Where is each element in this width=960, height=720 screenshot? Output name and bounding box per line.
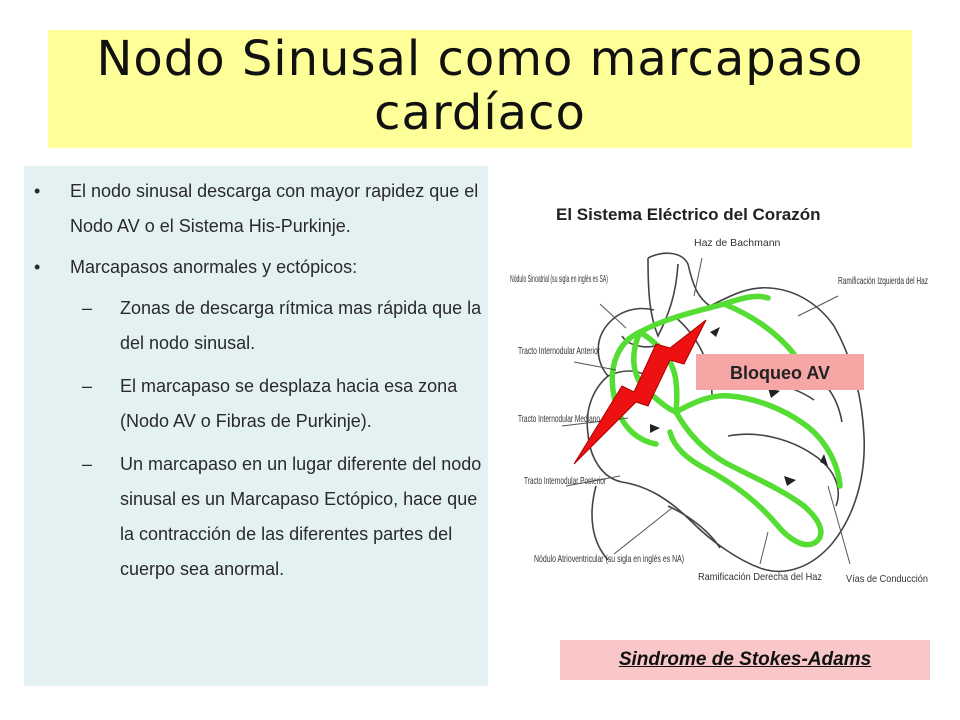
label-bachmann: Haz de Bachmann (694, 237, 781, 249)
label-posterior-tract (524, 475, 606, 487)
sub-bullet-text: Un marcapaso en un lugar diferente del nodo sinusal es un Marcapaso Ectópico, hace que la contracción de las diferentes partes del cuerpo sea anormal. (120, 454, 482, 579)
label-sa-node (510, 273, 608, 285)
block-label: Bloqueo AV (730, 363, 830, 383)
bullet-text: Marcapasos anormales y ectópicos: (70, 257, 358, 277)
conduction-pathways (612, 296, 840, 544)
lightning-bolt (574, 320, 706, 464)
diagram-title: El Sistema Eléctrico del Corazón (556, 205, 821, 224)
label-conduction-paths (846, 573, 928, 585)
bullet-item (34, 174, 484, 244)
sub-bullet-text: El marcapaso se desplaza hacia esa zona (Nodo AV o Fibras de Purkinje). (120, 376, 458, 431)
sub-bullet-marker: – (82, 454, 93, 474)
label-conduction-paths-text: Vías de Conducción (846, 573, 929, 585)
title-band (48, 30, 912, 148)
label-right-bundle (698, 571, 822, 583)
label-medial-tract-text: Tracto Internodular Mediano (518, 413, 601, 425)
bullet-text: El nodo sinusal descarga con mayor rapidez que el Nodo AV o el Sistema His-Purkinje. (70, 181, 479, 236)
bullet-list (34, 174, 484, 595)
syndrome-box (560, 640, 930, 680)
sub-bullet-item (34, 447, 484, 587)
heart-conduction-diagram (498, 186, 934, 616)
label-sa-node-text: Nódulo Sinoatrial (su sigla en inglés es SA) (510, 273, 608, 285)
sub-bullet-marker: – (82, 376, 93, 396)
label-av-node (534, 553, 684, 565)
label-right-bundle-text: Ramificación Derecha del Haz (698, 571, 822, 583)
sub-bullet-item (34, 291, 484, 361)
label-posterior-tract-text: Tracto Internodular Posterior (524, 475, 607, 487)
label-left-bundle (838, 275, 928, 287)
bullet-marker: • (34, 181, 41, 201)
label-av-node-text: Nódulo Atrioventricular (su sigla en inglés es NA) (534, 553, 684, 565)
diagram-labels (510, 237, 928, 585)
bullet-marker: • (34, 257, 41, 277)
label-anterior-tract (518, 345, 600, 357)
label-left-bundle-text: Ramificación Izquierda del Haz (838, 275, 928, 287)
slide-title: Nodo Sinusal como marcapaso cardíaco (96, 31, 864, 141)
sub-bullet-text: Zonas de descarga rítmica mas rápida que la del nodo sinusal. (120, 298, 482, 353)
label-anterior-tract-text: Tracto Internodular Anterior (518, 345, 601, 357)
sub-bullet-item (34, 369, 484, 439)
sub-bullet-marker: – (82, 298, 93, 318)
bullet-item (34, 250, 484, 285)
label-medial-tract (518, 413, 600, 425)
syndrome-label: Sindrome de Stokes-Adams (618, 649, 872, 670)
